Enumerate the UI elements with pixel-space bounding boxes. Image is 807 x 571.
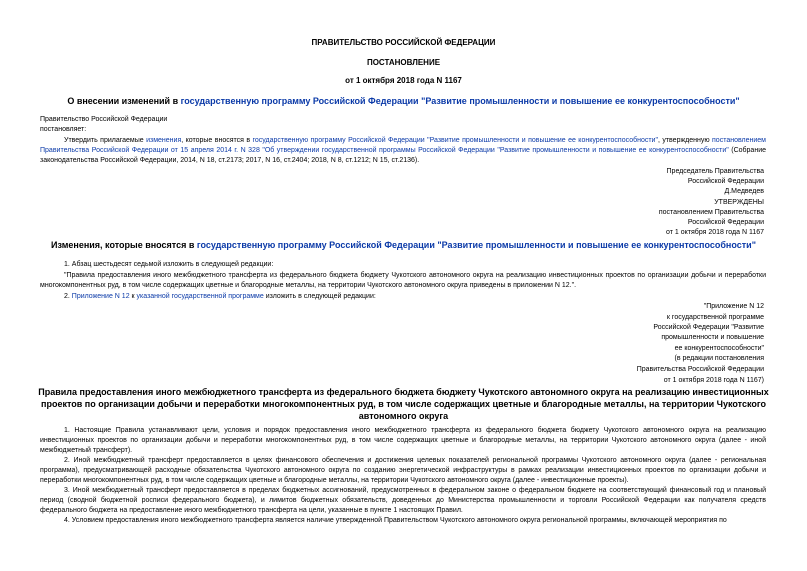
appendix-line-3: Российской Федерации "Развитие xyxy=(653,324,764,331)
changes-program-link[interactable]: государственную программу Российской Федерации "Развитие промышленности и повышение ее конкурентоспособности" xyxy=(196,240,756,250)
document-title xyxy=(0,96,807,106)
change-quote-text: "Правила предоставления иного межбюджетного трансферта из федерального бюджета бюджету Чукотского автономного округа на реализацию инвестиционных проектов по организации добычи и переработки многокомпонентных руд, в том числе содержащих цветные и благородные металлы, на территории Чукотского автономного округа приведены в приложении N 12.". xyxy=(40,272,766,289)
appendix-line-8: от 1 октября 2018 года N 1167) xyxy=(663,377,764,384)
rule-4: 4. Условием предоставления иного межбюджетного трансферта является наличие утвержденной Правительством Чукотского автономного округа региональной программы, включающей мероприятия по xyxy=(64,517,727,524)
changes-link[interactable]: изменения xyxy=(146,137,182,144)
appendix-line-6: (в редакции постановления xyxy=(674,355,764,362)
document-type: ПОСТАНОВЛЕНИЕ xyxy=(366,58,441,67)
approved-by: постановлением Правительства xyxy=(658,209,764,216)
approved-date: от 1 октября 2018 года N 1167 xyxy=(666,229,764,236)
changes-title-prefix: Изменения, которые вносятся в xyxy=(51,240,197,250)
change-item-2 xyxy=(64,292,376,301)
resolution-328-link[interactable]: постановлением Правительства Российской Федерации от 15 апреля 2014 г. N 328 "Об утверждении государственной программы Российской Федерации "Развитие промышленности и повышение ее конкурентоспособности" xyxy=(40,137,766,154)
item2-prefix: 2. xyxy=(64,293,72,300)
p1-text-b: , которые вносятся в xyxy=(181,137,253,144)
appendix-line-5: ее конкурентоспособности" xyxy=(674,345,764,352)
appendix-line-4: промышленности и повышение xyxy=(661,334,764,341)
approved-label: УТВЕРЖДЕНЫ xyxy=(714,199,764,206)
signature-country: Российской Федерации xyxy=(687,178,764,185)
rule-2: 2. Иной межбюджетный трансферт предоставляется в целях финансового обеспечения и достижения целевых показателей региональной программы Чукотского автономного округа (далее - региональная программа), предусматривающей расходные обязательства Чукотского автономного округа по созданию энергетической инфраструктуры в рамках реализации инвестиционных проектов по организации добычи и переработки многокомпонентных руд, в том числе содержащих цветные и благородные металлы, на территории Чукотского автономного округа (далее - инвестиционные проекты). xyxy=(40,457,766,484)
government-heading: ПРАВИТЕЛЬСТВО РОССИЙСКОЙ ФЕДЕРАЦИИ xyxy=(311,38,496,47)
rule-3: 3. Иной межбюджетный трансферт предоставляется в пределах бюджетных ассигнований, предусмотренных в федеральном законе о федеральном бюджете на соответствующий финансовый год и плановый период (сводной бюджетной росписи федерального бюджета), и лимитов бюджетных обязательств, доведенных до Министерства промышленности и торговли Российской Федерации как получателя средств федерального бюджета на предоставление иного межбюджетного трансферта на цели, указанные в пункте 1 настоящих Правил. xyxy=(40,487,766,514)
rules-body xyxy=(40,426,766,526)
change-item-1: 1. Абзац шестьдесят седьмой изложить в следующей редакции: xyxy=(64,261,274,268)
government-line: Правительство Российской Федерации xyxy=(40,116,168,123)
rule-1: 1. Настоящие Правила устанавливают цели, условия и порядок предоставления иного межбюджетного трансферта из федерального бюджета бюджету Чукотского автономного округа на реализацию инвестиционных проектов по организации добычи и переработки многокомпонентных руд, в том числе содержащих цветные и благородные металлы, на территории Чукотского автономного округа (далее - иной межбюджетный трансферт). xyxy=(40,427,766,454)
p1-text-d: (Собрание законодательства Российской Федерации, 2014, N 18, ст.2173; 2017, N 16, ст.2404; 2018, N 8, ст.1212; N 15, ст.2136). xyxy=(40,147,766,164)
document-title-prefix: О внесении изменений в xyxy=(67,96,181,106)
rules-title-line-3: автономного округа xyxy=(358,411,449,421)
appendix-12-link[interactable]: Приложение N 12 xyxy=(71,293,130,300)
p1-text-c: , утвержденную xyxy=(657,137,713,144)
decrees-line: постановляет: xyxy=(40,126,87,133)
program-link[interactable]: государственную программу Российской Федерации "Развитие промышленности и повышение ее конкурентоспособности" xyxy=(180,96,740,106)
appendix-label: "Приложение N 12 xyxy=(703,303,764,310)
rules-title-line-1: Правила предоставления иного межбюджетного трансферта из федерального бюджета бюджету Чукотского автономного округа на реализацию инвестиционных xyxy=(38,387,769,397)
change-quote xyxy=(40,271,766,291)
rules-title-line-2: проектов по организации добычи и переработки многокомпонентных руд, в том числе содержащих цветные и благородные металлы, на территории Чукотского xyxy=(41,399,766,409)
changes-title xyxy=(0,240,807,250)
item2-mid: к xyxy=(129,293,137,300)
resolution-paragraph xyxy=(40,136,766,166)
document-date-number: от 1 октября 2018 года N 1167 xyxy=(345,76,462,85)
p1-text-a: Утвердить прилагаемые xyxy=(64,137,147,144)
specified-program-link[interactable]: указанной государственной программе xyxy=(136,293,264,300)
item2-suffix: изложить в следующей редакции: xyxy=(263,293,376,300)
program-link-2[interactable]: государственную программу Российской Федерации "Развитие промышленности и повышение ее конкурентоспособности" xyxy=(252,137,658,144)
appendix-line-7: Правительства Российской Федерации xyxy=(636,366,764,373)
appendix-line-2: к государственной программе xyxy=(666,314,764,321)
approved-country: Российской Федерации xyxy=(687,219,764,226)
signature-title: Председатель Правительства xyxy=(666,168,764,175)
signature-name: Д.Медведев xyxy=(724,188,764,195)
